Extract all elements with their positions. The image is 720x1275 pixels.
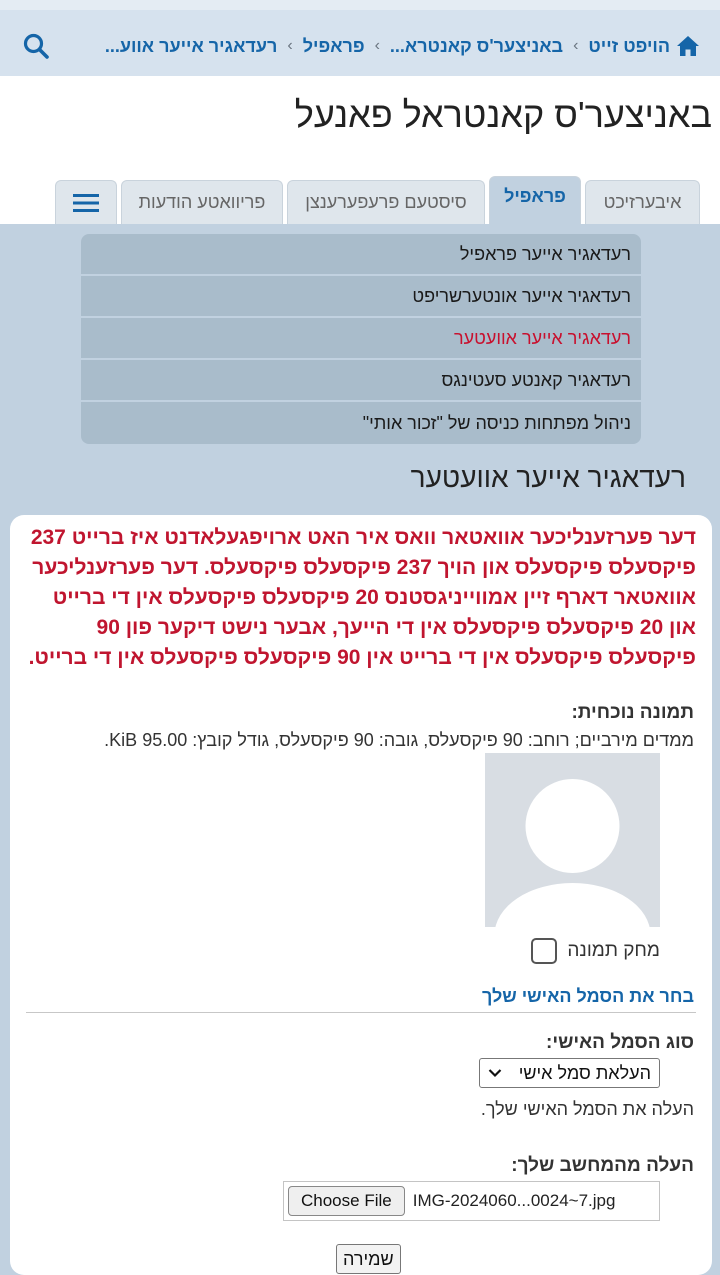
tab-board-preferences[interactable]: סיסטעם פרעפערענצן	[287, 180, 485, 224]
submenu-edit-avatar[interactable]: רעדאגיר אייער אוועטער	[81, 318, 641, 360]
current-avatar-label: תמונה נוכחית:	[571, 702, 694, 723]
section-title: רעדאגיר אייער אוועטער	[410, 462, 686, 493]
avatar-type-select[interactable]	[479, 1058, 660, 1088]
profile-submenu	[81, 234, 641, 444]
upload-help-text: העלה את הסמל האישי שלך.	[480, 1099, 694, 1119]
submenu-remember-me-keys[interactable]: ניהול מפתחות כניסה של "זכור אותי"	[362, 412, 631, 433]
page-title: באניצער'ס קאנטראל פאנעל	[294, 94, 712, 135]
submenu-edit-profile[interactable]: רעדאגיר אייער פראפיל	[81, 234, 641, 276]
choose-file-button[interactable]: Choose File	[288, 1186, 405, 1216]
breadcrumb	[105, 32, 700, 60]
hamburger-menu-icon	[73, 193, 99, 213]
error-message: דער פערזענליכער אוואטאר וואס איר האט ארויפגעלאדנט איז ברייט 237 פיקסעלס פיקסעלס און הויך 237 פיקסעלס פיקסעלס. דער פערזענליכער אוואטאר דארף זיין אמווייניגסטנס 20 פיקסעלס פיקסעלס אין די ברייט און 20 פיקסעלס פיקסעלס אין די הייעך, אבער נישט דיקער פון 90 פיקסעלס פיקסעלס אין די ברייט אין 90 פיקסעלס פיקסעלס אין די ברייט.	[28, 526, 696, 669]
upload-from-computer-label: העלה מהמחשב שלך:	[511, 1155, 694, 1176]
avatar-placeholder-icon	[485, 753, 660, 927]
avatar-type-selected: העלאת סמל אישי	[518, 1062, 651, 1083]
page-header	[0, 76, 720, 224]
avatar-form-panel	[10, 515, 712, 1275]
submenu-edit-signature[interactable]: רעדאגיר אייער אונטערשריפט	[81, 276, 641, 318]
tab-menu-button[interactable]	[55, 180, 117, 224]
submenu-account-settings[interactable]: רעדאגיר קאנטע סעטינגס	[81, 360, 641, 402]
tab-profile[interactable]: פראפיל	[489, 176, 581, 224]
nav-bar	[0, 10, 720, 76]
current-avatar-image	[485, 753, 660, 927]
search-icon[interactable]	[22, 32, 50, 60]
chevron-down-icon	[488, 1068, 502, 1078]
save-button[interactable]: שמירה	[336, 1244, 401, 1274]
delete-avatar-label: מחק תמונה	[567, 940, 660, 961]
tab-bar	[55, 176, 700, 224]
breadcrumb-control-panel[interactable]: באניצער'ס קאנטרא...	[389, 35, 564, 56]
home-icon	[676, 35, 700, 57]
breadcrumb-home[interactable]: הויפט זייט	[588, 35, 670, 56]
breadcrumb-separator: ›	[287, 37, 293, 54]
file-upload-field	[283, 1181, 660, 1221]
breadcrumb-edit-avatar[interactable]: רעדאגיר אייער אווע...	[104, 35, 278, 56]
tab-overview[interactable]: איבערזיכט	[585, 180, 700, 224]
breadcrumb-profile[interactable]: פראפיל	[302, 35, 365, 56]
avatar-type-label: סוג הסמל האישי:	[546, 1032, 694, 1053]
delete-avatar-checkbox[interactable]	[531, 938, 557, 964]
breadcrumb-separator: ›	[374, 37, 380, 54]
tab-private-messages[interactable]: פריוואטע הודעות	[121, 180, 283, 224]
selected-file-name: IMG-2024060...0024~7.jpg	[412, 1191, 616, 1210]
divider	[26, 1012, 696, 1013]
choose-avatar-link[interactable]: בחר את הסמל האישי שלך	[481, 986, 694, 1006]
delete-avatar-row	[531, 935, 660, 967]
breadcrumb-separator: ›	[573, 37, 579, 54]
avatar-dimensions-info: ממדים מירביים; רוחב: 90 פיקסעלס, גובה: 90 פיקסעלס, גודל קובץ: 95.00 KiB.	[104, 730, 694, 750]
